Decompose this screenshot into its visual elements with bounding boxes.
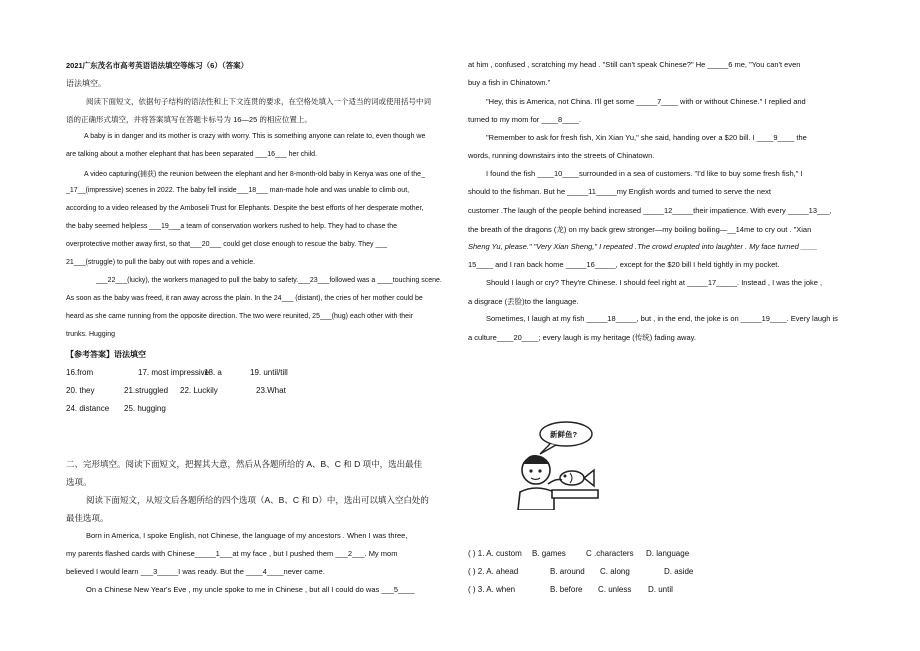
page-title: 2021广东茂名市高考英语语法填空等练习（6）（答案） xyxy=(66,61,249,70)
section2-instruction: 阅读下面短文，从短文后各题所给的四个选项（A、B、C 和 D）中，选出可以填入空白处的 xyxy=(86,495,429,505)
question-label: ( ) 1. A. custom xyxy=(468,549,522,558)
passage2-line: "Hey, this is America, not China. I'll get some _____7____ with or without Chinese." I replied and xyxy=(486,97,806,106)
option-c: C .characters xyxy=(586,549,634,558)
cartoon-illustration xyxy=(514,418,606,510)
passage2-line: a culture____20____; every laugh is my heritage (传统) fading away. xyxy=(468,333,696,342)
answer-item: 24. distance xyxy=(66,404,110,413)
passage2-line: 15____ and I ran back home _____16_____, except for the $20 bill I held tightly in my pocket. xyxy=(468,260,780,269)
passage1-line: the baby seemed helpless ___19___a team of conservation workers rushed to help. They had to chase the xyxy=(66,223,398,230)
answer-item: 17. most impressive xyxy=(138,368,210,377)
answer-heading: 【参考答案】语法填空 xyxy=(66,350,146,359)
option-c: C. unless xyxy=(598,585,632,594)
passage1-line: 21___(struggle) to pull the baby out with ropes and a vehicle. xyxy=(66,259,256,266)
option-d: D. aside xyxy=(664,567,694,576)
passage2-line: the breath of the dragons (龙) on my back grew stronger—my boiling boiling—__14me to cry out . "Xian xyxy=(468,225,812,234)
answer-item: 16.from xyxy=(66,368,94,377)
answer-item: 22. Luckily xyxy=(180,386,218,395)
passage2-line: I found the fish ____10____surrounded in a sea of customers. "I'd like to buy some fresh fish," I xyxy=(486,169,803,178)
passage1-line: ___22___(lucky), the workers managed to pull the baby to safety.___23___followed was a ____touching scene. xyxy=(96,277,442,284)
option-b: B. before xyxy=(550,585,583,594)
option-row xyxy=(468,549,522,558)
question-label: ( ) 2. A. ahead xyxy=(468,567,519,576)
option-d: D. until xyxy=(648,585,673,594)
section2-instruction: 最佳选项。 xyxy=(66,513,109,523)
passage1-line: are talking about a mother elephant that has been separated ___16___ her child. xyxy=(66,151,318,158)
answer-item: 18. a xyxy=(204,368,222,377)
passage2-line: believed I would learn ___3_____I was ready. But the ____4____never came. xyxy=(66,567,325,576)
instruction-line-2: 语的正确形式填空，并将答案填写在答题卡标号为 16—25 的相应位置上。 xyxy=(66,115,312,124)
passage1-line: A baby is in danger and its mother is crazy with worry. This is something anyone can relate to, even though we xyxy=(84,133,426,140)
instruction-line-1: 阅读下面短文，依据句子结构的语法性和上下文连贯的要求，在空格处填入一个适当的词或使用括号中词 xyxy=(86,97,431,106)
passage2-line: On a Chinese New Year's Eve , my uncle spoke to me in Chinese , but all I could do was ___5____ xyxy=(86,585,415,594)
answer-item: 23.What xyxy=(256,386,286,395)
passage2-line: Born in America, I spoke English, not Chinese, the language of my ancestors . When I was three, xyxy=(86,531,408,540)
section2-heading: 选项。 xyxy=(66,477,92,487)
option-b: B. around xyxy=(550,567,585,576)
option-row xyxy=(468,567,518,576)
passage1-line: heard as she came running from the opposite direction. The two were reunited, 25___(hug) each other with their xyxy=(66,313,413,320)
passage2-line: Sometimes, I laugh at my fish _____18_____, but , in the end, the joke is on _____19____. Every laugh is xyxy=(486,314,838,323)
passage2-line: should to the fishman. But he _____11_____my English words and turned to serve the next xyxy=(468,187,771,196)
option-c: C. along xyxy=(600,567,630,576)
section2-heading: 二、完形填空。阅读下面短文，把握其大意，然后从各题所给的 A、B、C 和 D 项中，选出最佳 xyxy=(66,459,423,469)
passage2-line: words, running downstairs into the streets of Chinatown. xyxy=(468,151,655,160)
option-d: D. language xyxy=(646,549,690,558)
answer-item: 20. they xyxy=(66,386,95,395)
passage2-line: my parents flashed cards with Chinese_____1___at my face , but I pushed them ___2___. My mom xyxy=(66,549,398,558)
section1-heading: 语法填空。 xyxy=(66,79,106,88)
passage2-line: Should I laugh or cry? They're Chinese. I should feel right at _____17_____. Instead , I was the joke , xyxy=(486,278,823,287)
option-row xyxy=(468,585,515,594)
passage1-line: according to a video released by the Amboseli Trust for Elephants. Despite the best efforts of her desperate mother, xyxy=(66,205,424,212)
passage2-line: buy a fish in Chinatown." xyxy=(468,78,551,87)
answer-item: 25. hugging xyxy=(124,404,166,413)
passage1-line: A video capturing(捕获) the reunion between the elephant and her 8-month-old baby in Kenya was one of the_ xyxy=(84,171,425,178)
passage2-line: customer .The laugh of the people behind increased _____12_____their impatience. With every _____13___, xyxy=(468,206,832,215)
passage2-line: turned to my mom for ____8____. xyxy=(468,115,581,124)
passage2-line: "Remember to ask for fresh fish, Xin Xian Yu," she said, handing over a $20 bill. I ____9____ the xyxy=(486,133,807,142)
option-b: B. games xyxy=(532,549,566,558)
passage1-line: trunks. Hugging xyxy=(66,331,116,338)
passage1-line: overprotective mother away first, so that___20___ could get close enough to rescue the baby. They ___ xyxy=(66,241,388,248)
passage1-line: _17__(impressive) scenes in 2022. The baby fell inside___18___ man-made hole and was unable to climb out, xyxy=(66,187,410,194)
passage1-line: As soon as the baby was freed, it ran away across the plain. In the 24___ (distant), the cries of her mother could be xyxy=(66,295,423,302)
answer-item: 19. until/till xyxy=(250,368,288,377)
question-label: ( ) 3. A. when xyxy=(468,585,516,594)
passage2-line: at him , confused , scratching my head . "Still can't speak Chinese?" He _____6 me, "You can't even xyxy=(468,60,801,69)
answer-item: 21.struggled xyxy=(124,386,169,395)
passage2-line: a disgrace (丢脸)to the language. xyxy=(468,297,579,306)
passage2-line: Sheng Yu, please." "Very Xian Sheng," I repeated .The crowd erupted into laughter . My face turned ____ xyxy=(468,242,818,251)
cartoon-caption: 新鲜鱼? xyxy=(550,430,578,439)
